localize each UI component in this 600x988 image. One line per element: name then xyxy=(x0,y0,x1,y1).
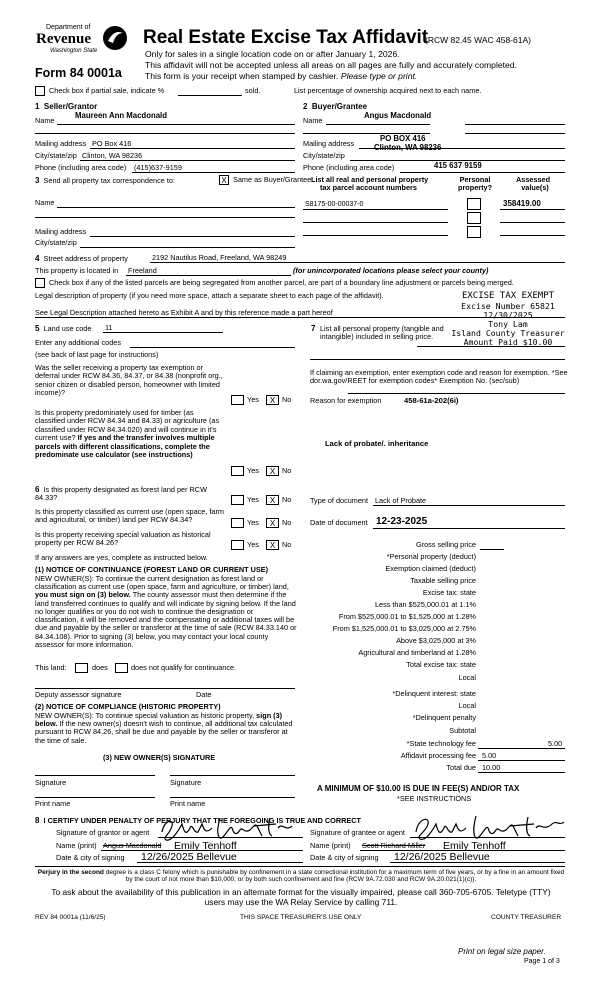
stamp-line-2: Excise Number 65821 xyxy=(461,300,555,311)
q-forest-yes[interactable] xyxy=(231,495,244,505)
buyer-city-label: City/state/zip xyxy=(303,151,345,160)
seller-city-line xyxy=(80,160,295,161)
tax-row-label: Gross selling price xyxy=(415,540,476,549)
tax-row-label: *Delinquent interest: state xyxy=(392,689,476,698)
new-owner-signature-title: (3) NEW OWNER(S) SIGNATURE xyxy=(103,753,216,762)
owner-print-1[interactable] xyxy=(35,797,155,798)
assessed-line-1 xyxy=(500,209,565,210)
seller-city[interactable]: Clinton, WA 98236 xyxy=(82,151,143,160)
owner-signature-1[interactable] xyxy=(35,775,155,776)
located-note: (for unincorporated locations please select your county) xyxy=(293,266,489,275)
minimum-note: A MINIMUM OF $10.00 IS DUE IN FEE(S) AND/OR TAX xyxy=(317,784,520,793)
buyer-heading: 2 Buyer/Grantee xyxy=(303,102,368,111)
stamp-line-5: Island County Treasurer xyxy=(451,327,565,338)
grantee-date-city[interactable]: 12/26/2025 Bellevue xyxy=(394,851,490,863)
notice-compliance-text: NEW OWNER(S): To continue special valuation as historic property, sign (3) below. If the new owner(s) doesn't wish to continue, all additional tax calculated pursuant to RCW 84.26, shall be due and payable by the seller or transferor at the time of sale. xyxy=(35,711,293,745)
land-use-line xyxy=(103,332,223,333)
tax-row-label: From $1,525,000.01 to $3,025,000 at 2.75% xyxy=(332,624,476,633)
tax-row-label: *Delinquent penalty xyxy=(412,713,476,722)
total-due-line xyxy=(478,772,565,773)
q-exemption-no[interactable]: X xyxy=(266,395,279,405)
assessed-line-2 xyxy=(500,222,565,223)
treasurer-use-note: THIS SPACE TREASURER'S USE ONLY xyxy=(240,914,362,921)
street-row: 4 Street address of property xyxy=(35,254,128,263)
assessed-line-3 xyxy=(500,235,565,236)
seller-phone-label: Phone (including area code) xyxy=(35,163,127,172)
partial-sale-field[interactable] xyxy=(178,95,242,96)
doc-type-label: Type of document xyxy=(310,496,369,505)
personal-property-checkbox-3[interactable] xyxy=(467,226,481,238)
corr-mailing-line xyxy=(90,236,295,237)
form-rcw: (RCW 82.45 WAC 458-61A) xyxy=(425,35,531,45)
tax-row-label: From $525,000.01 to $1,525,000 at 1.28% xyxy=(338,612,476,621)
seller-name-line-2 xyxy=(35,133,295,134)
logo-revenue: Revenue xyxy=(36,31,91,47)
exemption-no-line xyxy=(348,393,565,394)
owner-signature-2[interactable] xyxy=(170,775,295,776)
buyer-city[interactable]: Clinton, WA 98236 xyxy=(374,143,442,152)
q-current-use-no[interactable]: X xyxy=(266,518,279,528)
seller-name-label: Name xyxy=(35,116,55,125)
seller-name-line xyxy=(57,124,295,125)
this-land-label: This land: xyxy=(35,663,67,672)
exemption-claim-text: If claiming an exemption, enter exemption code and reason for exemption. *See dor.wa.gov/REET for exemption codes* Exemption No. (sec/sub) xyxy=(310,368,568,386)
seller-phone-line xyxy=(132,172,295,173)
logo-state: Washington State xyxy=(50,48,98,54)
rev-number: REV 84 0001a (11/6/25) xyxy=(35,914,106,921)
q-historic-no-label: No xyxy=(282,540,292,549)
grantee-date-label: Date & city of signing xyxy=(310,853,379,862)
see-back-note: (see back of last page for instructions) xyxy=(35,350,159,359)
accessibility-notice: To ask about the availability of this publication in an alternate format for the visually impaired, please call 360-705-6705. Teletype (TTY) users may use the WA Relay Service by calling 711. xyxy=(51,887,551,908)
buyer-phone-label: Phone (including area code) xyxy=(303,163,395,172)
doc-date[interactable]: 12-23-2025 xyxy=(376,516,428,527)
grantor-name-handwritten[interactable]: Emily Tenhoff xyxy=(174,840,237,852)
processing-fee-value[interactable]: 5.00 xyxy=(482,751,497,760)
q-forest-no[interactable]: X xyxy=(266,495,279,505)
county-treasurer-label: COUNTY TREASURER xyxy=(491,914,562,921)
reason-text[interactable]: Lack of probate/. inheritance xyxy=(325,439,429,448)
buyer-phone[interactable]: 415 637 9159 xyxy=(434,161,482,170)
tax-row-label: Less than $525,000.01 at 1.1% xyxy=(374,600,476,609)
seller-phone[interactable]: (415)637-9159 xyxy=(134,163,182,172)
q-historic-no[interactable]: X xyxy=(266,540,279,550)
q-timber-yes[interactable] xyxy=(231,466,244,476)
q-timber-no[interactable]: X xyxy=(266,466,279,476)
q-historic-yes[interactable] xyxy=(231,540,244,550)
does-qualify-checkbox[interactable] xyxy=(75,663,88,673)
same-as-buyer-checkbox[interactable]: X xyxy=(219,175,229,185)
dor-logo-icon xyxy=(101,24,129,52)
parcels-col3: Assessed value(s) xyxy=(516,175,551,193)
legal-description[interactable]: See Legal Description attached hereto as Exhibit A and by this reference made a part hereof xyxy=(35,308,333,317)
doc-type[interactable]: Lack of Probate xyxy=(375,496,427,505)
personal-property-checkbox-1[interactable] xyxy=(467,198,481,210)
owner-sig-label-2: Signature xyxy=(170,778,202,787)
seller-name[interactable]: Maureen Ann Macdonald xyxy=(75,111,167,120)
q-timber: Is this property predominately used for timber (as classified under RCW 84.34 and 84.33) or agriculture (as classified under RCW 84.34.020) and will continue in it's current use? If yes and the transfer involves multiple parcels with different classifications, complete the predominate use calculator (see instructions) xyxy=(35,408,220,459)
parcels-col1: List all real and personal property tax parcel account numbers xyxy=(311,175,429,193)
parcels-col2: Personal property? xyxy=(458,175,493,193)
notice-continuance-text: NEW OWNER(S): To continue the current designation as forest land or classification as current use (open space, farm and agriculture, or timber) land, you must sign on (3) below. The county assessor must then determine if the land transferred continues to qualify and will indicate by signing below. If the land no longer qualifies or you do not wish to continue the designation or classification, it will be removed and the compensating or additional taxes will be due and payable by the seller or transferor at the time of sale (RCW 84.33.140 or 84.34.108). Prior to signing (3) below, you may contact your local county assessor for more information. xyxy=(35,574,297,649)
tax-row-label: Local xyxy=(458,673,476,682)
q-exemption-no-label: No xyxy=(282,395,292,404)
ownership-note: List percentage of ownership acquired next to each name. xyxy=(294,86,482,95)
tax-row-label: *Personal property (deduct) xyxy=(386,552,476,561)
tax-row-label: *State technology fee xyxy=(406,739,476,748)
partial-sale-label: Check box if partial sale, indicate % xyxy=(49,86,165,95)
grantee-date-line xyxy=(390,862,565,863)
stamp-line-3: 12/30/2025 xyxy=(483,309,533,320)
additional-codes-label: Enter any additional codes xyxy=(35,338,121,347)
tax-row-label: Affidavit processing fee xyxy=(400,751,476,760)
owner-print-label-2: Print name xyxy=(170,799,206,808)
page-number: Page 1 of 3 xyxy=(524,958,560,965)
tax-row-label: Excise tax: state xyxy=(422,588,476,597)
seller-city-label: City/state/zip xyxy=(35,151,77,160)
if-any-yes: If any answers are yes, complete as instructed below. xyxy=(35,553,208,562)
land-use-row: 5 Land use code xyxy=(35,324,92,333)
tax-row-label: Exemption claimed (deduct) xyxy=(385,564,476,573)
footer-divider xyxy=(35,866,565,867)
buyer-mailing[interactable]: PO BOX 416 xyxy=(380,134,426,143)
corr-name-line-2 xyxy=(35,217,295,218)
located-label: This property is located in xyxy=(35,266,119,275)
does-not-label: does not qualify for continuance. xyxy=(131,663,237,672)
header-line-1: Only for sales in a single location code on or after January 1, 2026. xyxy=(145,49,400,59)
partial-sale-suffix: sold. xyxy=(245,86,261,95)
buyer-name-label: Name xyxy=(303,116,323,125)
legal-size-note: Print on legal size paper. xyxy=(458,947,546,956)
corr-city-label: City/state/zip xyxy=(35,238,77,247)
deputy-line xyxy=(35,688,295,689)
seller-mailing-line xyxy=(90,148,295,149)
reason-label: Reason for exemption xyxy=(310,396,382,405)
grantee-name-label: Name (print) xyxy=(310,841,351,850)
tech-fee-value[interactable]: 5.00 xyxy=(548,739,563,748)
q-forest: 6 Is this property designated as forest land per RCW 84.33? xyxy=(35,485,207,503)
grantor-sig-label: Signature of grantor or agent xyxy=(56,828,150,837)
reason-code[interactable]: 458-61a-202(6i) xyxy=(404,396,459,405)
additional-codes-line xyxy=(130,347,295,348)
header-line-3: This form is your receipt when stamped by cashier. Please type or print. xyxy=(145,71,418,81)
owner-sig-label-1: Signature xyxy=(35,778,67,787)
personal-property-checkbox-2[interactable] xyxy=(467,212,481,224)
q-forest-yes-label: Yes xyxy=(247,495,259,504)
grantor-date-label: Date & city of signing xyxy=(56,853,125,862)
personal-property-label: List all personal property (tangible and intangible) included in selling price. xyxy=(320,324,444,342)
located-line xyxy=(126,275,291,276)
see-instructions: *SEE INSTRUCTIONS xyxy=(397,794,472,803)
q-exemption: Was the seller receiving a property tax exemption or deferral under RCW 84.36, 84.37, or 84.38 (nonprofit org., senior citizen or disabled person, homeowner with limited income)? xyxy=(35,363,223,398)
q-current-use-yes[interactable] xyxy=(231,518,244,528)
buyer-phone-line xyxy=(400,172,565,173)
seller-mailing-label: Mailing address xyxy=(35,139,87,148)
does-label: does xyxy=(92,663,108,672)
tax-row-label: Subtotal xyxy=(449,726,476,735)
header-line-2: This affidavit will not be accepted unless all areas on all pages are fully and accurately completed. xyxy=(145,60,517,70)
q-timber-no-label: No xyxy=(282,466,292,475)
gross-price-field[interactable] xyxy=(480,549,504,550)
seller-mailing[interactable]: PO Box 416 xyxy=(92,139,132,148)
q-timber-yes-label: Yes xyxy=(247,466,259,475)
total-due-value[interactable]: 10.00 xyxy=(482,763,501,772)
grantee-sig-label: Signature of grantee or agent xyxy=(310,828,405,837)
processing-fee-line xyxy=(478,760,565,761)
parcel-line-3 xyxy=(303,235,448,236)
tax-row-label: Agricultural and timberland at 1.28% xyxy=(358,648,476,657)
grantee-name-handwritten[interactable]: Emily Tenhoff xyxy=(443,840,506,852)
owner-print-label-1: Print name xyxy=(35,799,71,808)
tax-row-label: Local xyxy=(458,701,476,710)
buyer-mailing-label: Mailing address xyxy=(303,139,355,148)
owner-print-2[interactable] xyxy=(170,797,295,798)
buyer-name-line xyxy=(326,124,430,125)
buyer-pct-line-2 xyxy=(465,133,565,134)
grantor-date-city[interactable]: 12/26/2025 Bellevue xyxy=(141,851,237,863)
segregated-label: Check box if any of the listed parcels are being segregated from another parcel, are part of a boundary line adjustment or parcels being merged. xyxy=(49,278,514,287)
doc-type-line xyxy=(373,505,565,506)
q-historic-yes-label: Yes xyxy=(247,540,259,549)
notice-compliance-title: (2) NOTICE OF COMPLIANCE (HISTORIC PROPERTY) xyxy=(35,702,221,711)
doc-date-line xyxy=(373,528,565,529)
tax-row-label: Above $3,025,000 at 3% xyxy=(396,636,476,645)
doc-date-label: Date of document xyxy=(310,518,368,527)
personal-property-line-2 xyxy=(310,359,565,360)
corr-city-line xyxy=(80,247,295,248)
legal-label: Legal description of property (if you need more space, attach a separate sheet to each page of the affidavit). xyxy=(35,291,384,300)
street-line xyxy=(150,262,565,263)
does-not-qualify-checkbox[interactable] xyxy=(115,663,128,673)
perjury-notice: Perjury in the second degree is a class C felony which is punishable by confinement in a state correctional institution for a maximum term of five years, or by a fine in an amount fixed by the court of not more than $10,000, or by both such confinement and fine (RCW 9A.72.030 and RCW 9A.20.021(1)(c)). xyxy=(37,869,565,884)
certify-heading: 8 I CERTIFY UNDER PENALTY OF PERJURY THAT THE FOREGOING IS TRUE AND CORRECT xyxy=(35,816,361,825)
parcel-number[interactable]: S8175-00-00037-0 xyxy=(305,201,364,208)
stamp-line-1: EXCISE TAX EXEMPT xyxy=(461,291,555,301)
stamp-line-4: Tony Lam xyxy=(488,318,528,329)
stamp-line-6: Amount Paid $10.00 xyxy=(463,336,553,347)
corr-name-label: Name xyxy=(35,198,55,207)
q-exemption-yes-label: Yes xyxy=(247,395,259,404)
buyer-name[interactable]: Angus Macdonald xyxy=(364,111,432,120)
grantor-name-label: Name (print) xyxy=(56,841,97,850)
corr-name-line xyxy=(57,207,295,208)
q-current-use-no-label: No xyxy=(282,518,292,527)
property-location[interactable]: Freeland xyxy=(128,266,157,275)
seller-heading: 1 Seller/Grantor xyxy=(35,102,98,111)
land-use-code[interactable]: 11 xyxy=(105,323,113,332)
deputy-label: Deputy assessor signature xyxy=(35,690,122,699)
assessed-value[interactable]: 358419.00 xyxy=(503,199,541,208)
tax-row-label: Taxable selling price xyxy=(410,576,476,585)
form-number: Form 84 0001a xyxy=(35,66,122,80)
grantee-name-struck: Scott Richard Miller xyxy=(362,841,426,850)
buyer-pct-line xyxy=(465,124,565,125)
q-exemption-yes[interactable] xyxy=(231,395,244,405)
q-current-use-yes-label: Yes xyxy=(247,518,259,527)
q-forest-no-label: No xyxy=(282,495,292,504)
tax-row-label: Total due xyxy=(446,763,476,772)
grantor-date-line xyxy=(137,862,303,863)
notice-continuance-title: (1) NOTICE OF CONTINUANCE (FOREST LAND OR CURRENT USE) xyxy=(35,565,269,574)
parcel-line-1 xyxy=(303,209,448,210)
personal-property-line xyxy=(417,346,565,347)
tax-row-label: Total excise tax: state xyxy=(406,660,476,669)
form-title: Real Estate Excise Tax Affidavit xyxy=(143,27,429,48)
property-street[interactable]: 2192 Nautilus Road, Freeland, WA 98249 xyxy=(152,253,287,262)
q-historic: Is this property receiving special valuation as historical property per RCW 84.26? xyxy=(35,530,211,548)
section7-num: 7 xyxy=(311,324,316,333)
parcel-line-2 xyxy=(303,222,448,223)
buyer-mailing-line xyxy=(359,148,565,149)
grantor-name-struck: Angus Macdonald xyxy=(103,841,162,850)
q-current-use: Is this property classified as current use (open space, farm and agricultural, or timber) land per RCW 84.34? xyxy=(35,507,224,525)
logo-dept: Department of xyxy=(46,24,91,31)
partial-sale-checkbox[interactable] xyxy=(35,86,45,96)
corr-mailing-label: Mailing address xyxy=(35,227,87,236)
correspondence-row: 3 Send all property tax correspondence to: xyxy=(35,176,175,185)
same-as-buyer-label: Same as Buyer/Grantee xyxy=(233,175,312,184)
tech-fee-line xyxy=(478,748,565,749)
deputy-date-label: Date xyxy=(196,690,212,699)
segregated-checkbox[interactable] xyxy=(35,278,45,288)
